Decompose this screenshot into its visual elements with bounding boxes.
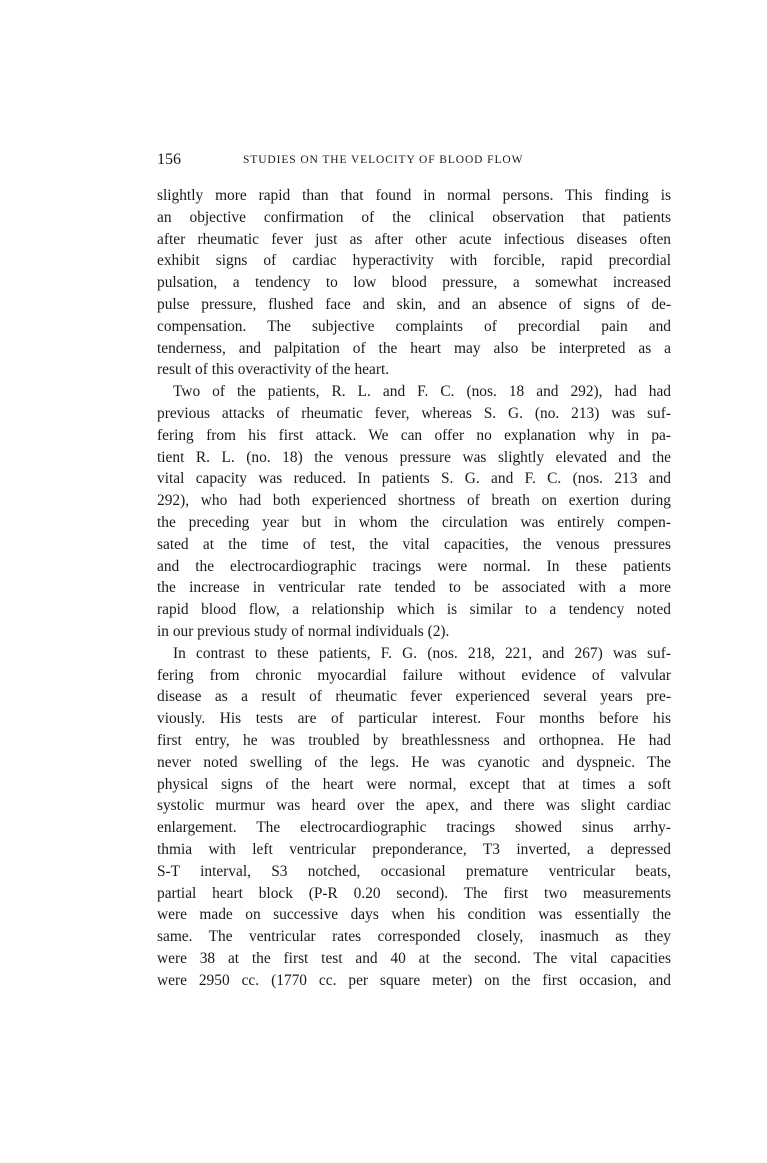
text-line: pulse pressure, flushed face and skin, and an absence of signs of de- xyxy=(157,295,671,313)
text-line: pulsation, a tendency to low blood pressure, a somewhat increased xyxy=(157,274,671,292)
text-line: viously. His tests are of particular interest. Four months before his xyxy=(157,710,671,728)
text-line: In contrast to these patients, F. G. (nos. 218, 221, and 267) was suf- xyxy=(173,644,671,662)
text-line: disease as a result of rheumatic fever experienced several years pre- xyxy=(157,688,671,706)
paragraph xyxy=(157,185,671,381)
text-line: exhibit signs of cardiac hyperactivity with forcible, rapid precordial xyxy=(157,252,671,270)
text-line: fering from his first attack. We can offer no explanation why in pa- xyxy=(157,426,671,444)
text-line: first entry, he was troubled by breathlessness and orthopnea. He had xyxy=(157,731,671,749)
text-line: were made on successive days when his condition was essentially the xyxy=(157,906,671,924)
text-line: an objective confirmation of the clinical observation that patients xyxy=(157,208,671,226)
text-line: slightly more rapid than that found in normal persons. This finding is xyxy=(157,187,671,204)
running-title: STUDIES ON THE VELOCITY OF BLOOD FLOW xyxy=(243,154,524,166)
paragraph xyxy=(157,643,671,992)
text-line: tenderness, and palpitation of the heart may also be interpreted as a xyxy=(157,339,671,357)
text-line: enlargement. The electrocardiographic tracings showed sinus arrhy- xyxy=(157,819,671,837)
text-line: were 38 at the first test and 40 at the second. The vital capacities xyxy=(157,949,671,967)
text-line: the preceding year but in whom the circulation was entirely compen- xyxy=(157,513,671,531)
text-line: systolic murmur was heard over the apex, and there was slight cardiac xyxy=(157,797,671,815)
text-line: and the electrocardiographic tracings were normal. In these patients xyxy=(157,557,671,575)
text-line: fering from chronic myocardial failure without evidence of valvular xyxy=(157,666,671,684)
text-line: were 2950 cc. (1770 cc. per square meter) on the first occasion, and xyxy=(157,971,671,989)
text-line: the increase in ventricular rate tended to be associated with a more xyxy=(157,579,671,597)
text-line: physical signs of the heart were normal, except that at times a soft xyxy=(157,775,671,793)
text-line: 292), who had both experienced shortness of breath on exertion during xyxy=(157,492,671,510)
text-line: S-T interval, S3 notched, occasional premature ventricular beats, xyxy=(157,862,671,880)
text-line: same. The ventricular rates corresponded closely, inasmuch as they xyxy=(157,928,671,946)
page-number: 156 xyxy=(157,151,181,168)
text-line: after rheumatic fever just as after other acute infectious diseases often xyxy=(157,230,671,248)
paragraph xyxy=(157,381,671,643)
text-line: partial heart block (P-R 0.20 second). The first two measurements xyxy=(157,884,671,902)
text-line: thmia with left ventricular preponderance, T3 inverted, a depressed xyxy=(157,840,671,858)
text-line: previous attacks of rheumatic fever, whereas S. G. (no. 213) was suf- xyxy=(157,404,671,422)
text-line: result of this overactivity of the heart. xyxy=(157,361,390,379)
text-line: never noted swelling of the legs. He was cyanotic and dyspneic. The xyxy=(157,753,671,771)
text-line: sated at the time of test, the vital capacities, the venous pressures xyxy=(157,535,671,553)
page-header xyxy=(157,149,671,171)
text-line: rapid blood flow, a relationship which is similar to a tendency noted xyxy=(157,601,671,619)
text-line: in our previous study of normal individuals (2). xyxy=(157,622,450,640)
text-line: compensation. The subjective complaints of precordial pain and xyxy=(157,317,671,335)
body-text xyxy=(157,185,671,991)
text-line: Two of the patients, R. L. and F. C. (nos. 18 and 292), had had xyxy=(173,383,671,401)
text-line: vital capacity was reduced. In patients S. G. and F. C. (nos. 213 and xyxy=(157,470,671,488)
text-line: tient R. L. (no. 18) the venous pressure was slightly elevated and the xyxy=(157,448,671,466)
